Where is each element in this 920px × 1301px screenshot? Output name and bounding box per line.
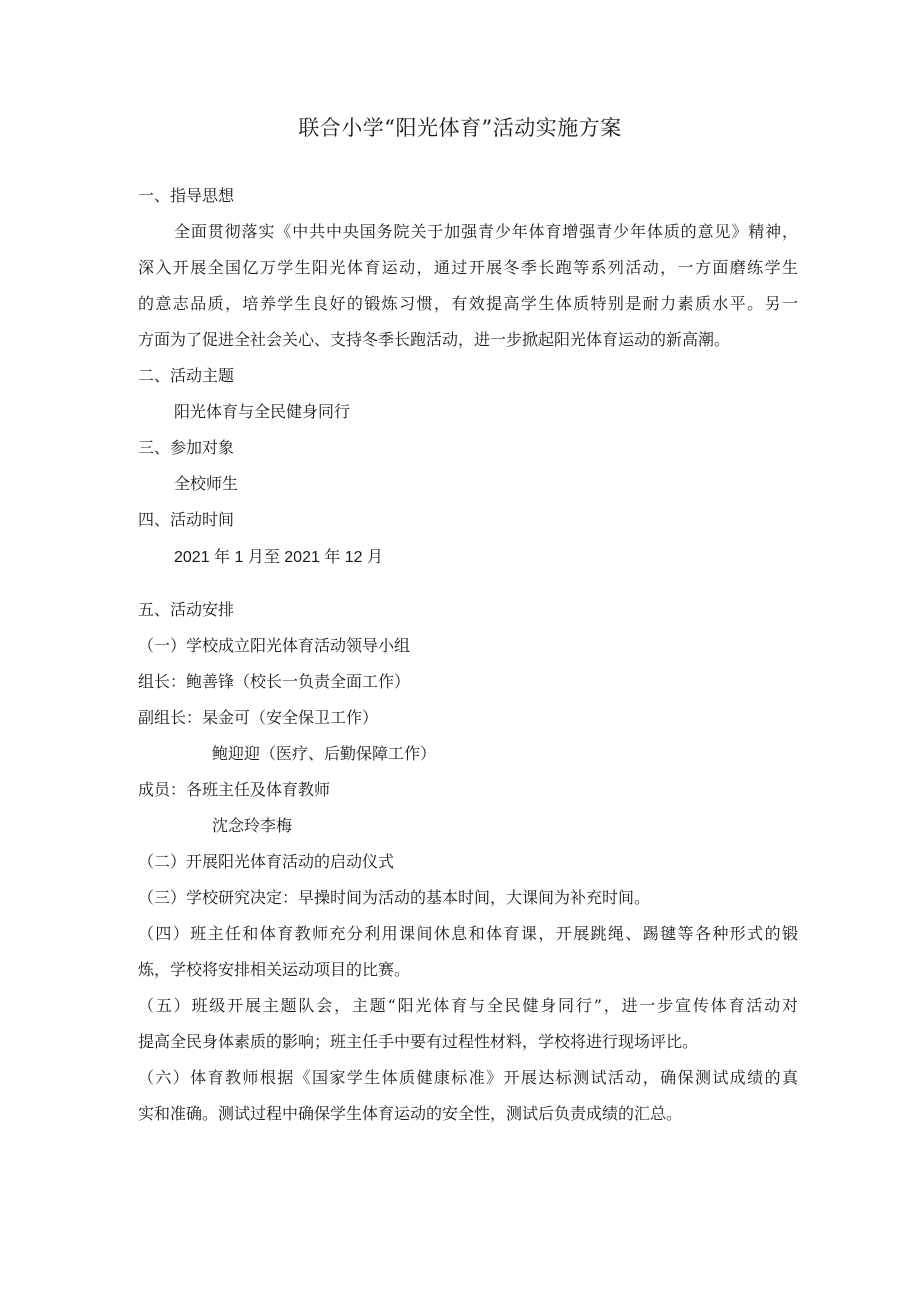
section-heading-guiding: 一、指导思想 xyxy=(138,186,235,205)
arrangement-item: 鲍迎迎（医疗、后勤保障工作） xyxy=(212,744,437,763)
time-text: 2021 年 1 月至 2021 年 12 月 xyxy=(174,549,384,566)
arrangement-item: （二）开展阳光体育活动的启动仪式 xyxy=(138,852,395,871)
arrangement-item: （五）班级开展主题队会，主题“阳光体育与全民健身同行”，进一步宣传体育活动对 xyxy=(138,996,798,1015)
arrangement-item: 沈念玲李梅 xyxy=(212,816,293,835)
arrangement-item: 组长：鲍善锋（校长一负责全面工作） xyxy=(138,672,411,691)
paragraph-line: 全面贯彻落实《中共中央国务院关于加强青少年体育增强青少年体质的意见》精神， xyxy=(174,222,798,241)
section-heading-theme: 二、活动主题 xyxy=(138,366,235,385)
theme-text: 阳光体育与全民健身同行 xyxy=(174,402,351,421)
arrangement-item: （六）体育教师根据《国家学生体质健康标准》开展达标测试活动，确保测试成绩的真 xyxy=(138,1068,798,1087)
arrangement-item: 副组长：杲金可（安全保卫工作） xyxy=(138,708,379,727)
section-heading-time: 四、活动时间 xyxy=(138,510,235,529)
arrangement-item: （一）学校成立阳光体育活动领导小组 xyxy=(138,636,411,655)
paragraph-line: 方面为了促进全社会关心、支持冬季长跑活动，进一步掀起阳光体育运动的新高潮。 xyxy=(138,330,731,349)
arrangement-item: 提高全民身体素质的影响；班主任手中要有过程性材料，学校将进行现场评比。 xyxy=(138,1032,699,1051)
paragraph-line: 深入开展全国亿万学生阳光体育运动，通过开展冬季长跑等系列活动，一方面磨练学生 xyxy=(138,258,798,277)
arrangement-item: 成员：各班主任及体育教师 xyxy=(138,780,331,799)
document-title: 联合小学“阳光体育”活动实施方案 xyxy=(298,116,622,140)
arrangement-item: （三）学校研究决定：早操时间为活动的基本时间，大课间为补充时间。 xyxy=(138,888,651,907)
paragraph-line: 的意志品质，培养学生良好的锻炼习惯，有效提高学生体质特别是耐力素质水平。另一 xyxy=(138,294,798,313)
participants-text: 全校师生 xyxy=(174,474,239,493)
section-heading-arrangement: 五、活动安排 xyxy=(138,600,235,619)
section-heading-participants: 三、参加对象 xyxy=(138,438,235,457)
arrangement-item: （四）班主任和体育教师充分利用课间休息和体育课，开展跳绳、踢毽等各种形式的锻 xyxy=(138,924,798,943)
arrangement-item: 炼，学校将安排相关运动项目的比赛。 xyxy=(138,960,411,979)
arrangement-item: 实和准确。测试过程中确保学生体育运动的安全性，测试后负责成绩的汇总。 xyxy=(138,1104,683,1123)
